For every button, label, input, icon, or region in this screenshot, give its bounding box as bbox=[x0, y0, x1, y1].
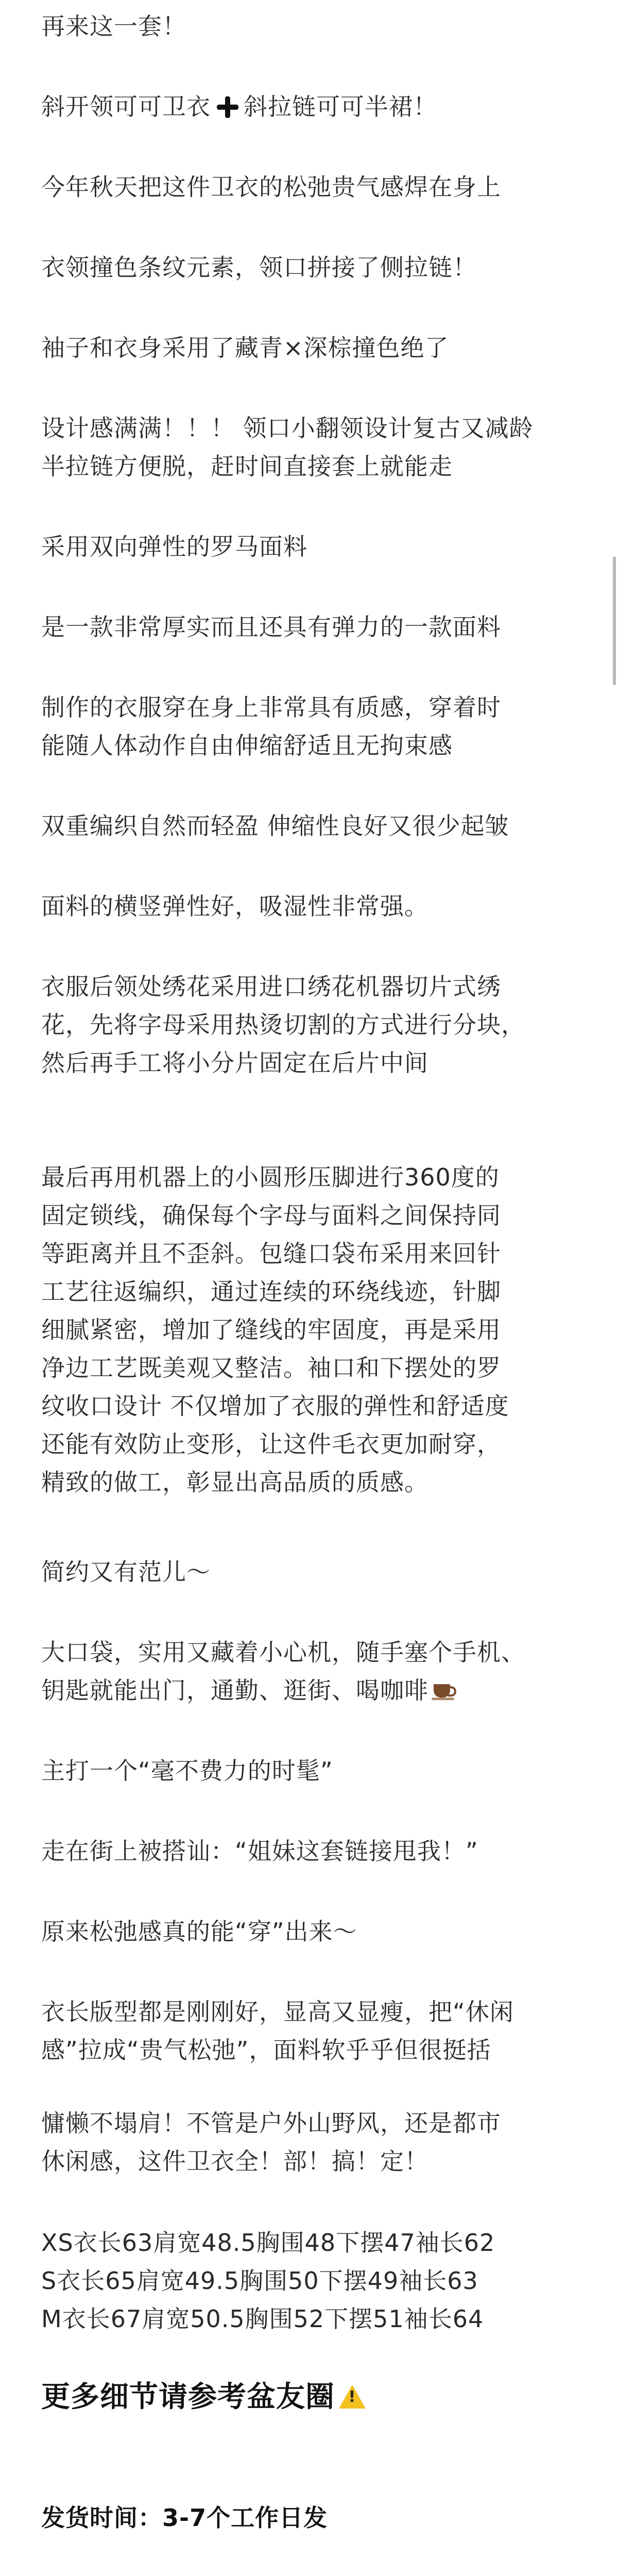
post-text: 今年秋天把这件卫衣的松弛贵气感焊在身上 bbox=[41, 173, 501, 201]
warning-glyph: ! bbox=[348, 2388, 356, 2406]
post-line bbox=[41, 1752, 577, 1790]
post-text: 斜拉链可可半裙！ bbox=[244, 93, 437, 121]
coffee-icon bbox=[432, 1680, 456, 1701]
post-text: 设计感满满！！！ 领口小翻领设计复古又减龄 bbox=[41, 414, 534, 442]
post-text: 感”拉成“贵气松弛”，面料软乎乎但很挺括 bbox=[41, 2036, 491, 2064]
post-text: 净边工艺既美观又整洁。袖口和下摆处的罗 bbox=[41, 1354, 501, 1382]
post-line bbox=[41, 168, 577, 206]
details-heading bbox=[41, 2378, 577, 2416]
post-text: 双重编织自然而轻盈 伸缩性良好又很少起皱 bbox=[41, 812, 509, 840]
post-line bbox=[41, 7, 577, 45]
post-text: 还能有效防止变形，让这件毛衣更加耐穿， bbox=[41, 1430, 501, 1458]
post-text: 衣领撞色条纹元素，领口拼接了侧拉链！ bbox=[41, 253, 477, 281]
shipping-time bbox=[41, 2499, 577, 2537]
post-line bbox=[41, 608, 577, 646]
size-row-m: M衣长67肩宽50.5胸围52下摆51袖长64 bbox=[41, 2305, 484, 2333]
post-line bbox=[41, 248, 577, 286]
post-paragraph bbox=[41, 2104, 577, 2180]
post-text: 主打一个“毫不费力的时髦” bbox=[41, 1757, 333, 1785]
post-text: 花，先将字母采用热烫切割的方式进行分块， bbox=[41, 1011, 525, 1039]
post-text: 钥匙就能出门，通勤、逛街、喝咖啡 bbox=[41, 1676, 428, 1704]
post-text: 衣服后领处绣花采用进口绣花机器切片式绣 bbox=[41, 973, 501, 1001]
warning-icon bbox=[339, 2385, 366, 2409]
post-paragraph bbox=[41, 409, 577, 485]
post-text: 固定锁线，确保每个字母与面料之间保持同 bbox=[41, 1201, 501, 1229]
post-text: 然后再手工将小分片固定在后片中间 bbox=[41, 1049, 428, 1077]
post-line bbox=[41, 887, 577, 925]
post-paragraph bbox=[41, 1158, 577, 1501]
post-paragraph bbox=[41, 1633, 577, 1709]
post-text: 慵懒不塌肩！不管是户外山野风，还是都市 bbox=[41, 2109, 501, 2137]
post-paragraph bbox=[41, 688, 577, 765]
post-text: 最后再用机器上的小圆形压脚进行360度的 bbox=[41, 1163, 500, 1191]
vertical-scrollbar[interactable] bbox=[613, 556, 616, 685]
size-chart bbox=[41, 2224, 577, 2338]
post-text: 采用双向弹性的罗马面料 bbox=[41, 533, 307, 561]
post-text: 工艺往返编织，通过连续的环绕线迹，针脚 bbox=[41, 1278, 501, 1306]
post-text: 简约又有范儿～ bbox=[41, 1558, 211, 1586]
post-text: 能随人体动作自由伸缩舒适且无拘束感 bbox=[41, 732, 453, 759]
post-text: 原来松弛感真的能“穿”出来～ bbox=[41, 1918, 357, 1945]
post-text: 等距离并且不歪斜。包缝口袋布采用来回针 bbox=[41, 1240, 501, 1267]
post-line bbox=[41, 1832, 577, 1870]
post-text: 制作的衣服穿在身上非常具有质感，穿着时 bbox=[41, 693, 501, 721]
post-text: 面料的横竖弹性好，吸湿性非常强。 bbox=[41, 892, 428, 920]
post-text: 精致的做工，彰显出高品质的质感。 bbox=[41, 1468, 428, 1496]
post-text: 细腻紧密，增加了缝线的牢固度，再是采用 bbox=[41, 1316, 501, 1344]
post-line bbox=[41, 528, 577, 566]
post-line bbox=[41, 807, 577, 845]
post-text: 发货时间：3-7个工作日发 bbox=[41, 2504, 328, 2532]
post-text: 休闲感，这件卫衣全！部！搞！定！ bbox=[41, 2147, 428, 2175]
post-line bbox=[41, 88, 577, 126]
post-text: 衣长版型都是刚刚好，显高又显瘦，把“休闲 bbox=[41, 1998, 514, 2026]
post-line bbox=[41, 1912, 577, 1951]
size-row-s: S衣长65肩宽49.5胸围50下摆49袖长63 bbox=[41, 2267, 478, 2295]
post-line bbox=[41, 1553, 577, 1591]
post-line bbox=[41, 329, 577, 367]
post-text: 纹收口设计 不仅增加了衣服的弹性和舒适度 bbox=[41, 1392, 509, 1420]
post-text: 袖子和衣身采用了藏青×深棕撞色绝了 bbox=[41, 334, 449, 362]
post-text: 走在街上被搭讪：“姐妹这套链接甩我！” bbox=[41, 1837, 478, 1865]
plus-icon bbox=[217, 96, 238, 118]
post-text: 大口袋，实用又藏着小心机，随手塞个手机、 bbox=[41, 1638, 525, 1666]
post-paragraph bbox=[41, 968, 577, 1082]
post-text: 斜开领可可卫衣 bbox=[41, 93, 211, 121]
post-paragraph bbox=[41, 1993, 577, 2069]
post-text: 再来这一套！ bbox=[41, 12, 186, 40]
post-text: 半拉链方便脱，赶时间直接套上就能走 bbox=[41, 452, 453, 480]
size-row-xs: XS衣长63肩宽48.5胸围48下摆47袖长62 bbox=[41, 2229, 495, 2257]
post-text: 是一款非常厚实而且还具有弹力的一款面料 bbox=[41, 613, 501, 641]
heading-text: 更多细节请参考盆友圈 bbox=[41, 2380, 335, 2414]
